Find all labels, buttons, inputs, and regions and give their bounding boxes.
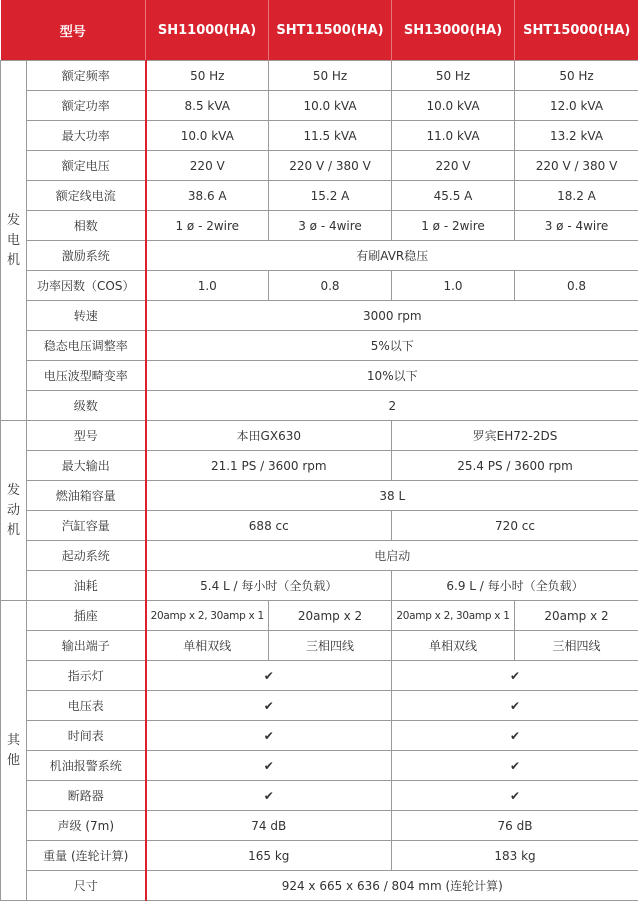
cell-value: 2 — [146, 391, 638, 421]
cell-value: 3 ø - 4wire — [515, 211, 638, 241]
row-displacement — [1, 511, 638, 541]
row-max-power — [1, 121, 638, 151]
row-label: 机油报警系统 — [27, 751, 146, 781]
check-icon: ✔ — [392, 781, 638, 811]
cell-value: 25.4 PS / 3600 rpm — [392, 451, 638, 481]
cell-value: 12.0 kVA — [515, 91, 638, 121]
row-label: 汽缸容量 — [27, 511, 146, 541]
cell-value: 20amp x 2 — [269, 601, 392, 631]
row-label: 油耗 — [27, 571, 146, 601]
cell-value: 13.2 kVA — [515, 121, 638, 151]
cell-value: 38.6 A — [146, 181, 269, 211]
cell-value: 单相双线 — [392, 631, 515, 661]
row-label: 额定频率 — [27, 61, 146, 91]
cell-value: 45.5 A — [392, 181, 515, 211]
model-name: SH13000(HA) — [392, 0, 515, 61]
row-fuel-consumption — [1, 571, 638, 601]
row-label: 起动系统 — [27, 541, 146, 571]
row-excitation — [1, 241, 638, 271]
check-icon: ✔ — [392, 721, 638, 751]
cell-value: 720 cc — [392, 511, 638, 541]
cell-value: 220 V / 380 V — [269, 151, 392, 181]
cell-value: 罗宾EH72-2DS — [392, 421, 638, 451]
row-label: 断路器 — [27, 781, 146, 811]
row-label: 指示灯 — [27, 661, 146, 691]
cell-value: 76 dB — [392, 811, 638, 841]
check-icon: ✔ — [146, 691, 392, 721]
row-label: 声级 (7m) — [27, 811, 146, 841]
cell-value: 5.4 L / 每小时（全负载） — [146, 571, 392, 601]
cell-value: 1.0 — [146, 271, 269, 301]
row-label: 尺寸 — [27, 871, 146, 901]
cell-value: 1 ø - 2wire — [146, 211, 269, 241]
row-label: 级数 — [27, 391, 146, 421]
group-label: 发动机 — [7, 481, 20, 541]
cell-value: 三相四线 — [515, 631, 638, 661]
cell-value: 220 V — [392, 151, 515, 181]
group-engine — [1, 421, 27, 601]
row-speed — [1, 301, 638, 331]
row-label: 功率因数（COS） — [27, 271, 146, 301]
row-label: 额定线电流 — [27, 181, 146, 211]
row-weight — [1, 841, 638, 871]
row-label: 燃油箱容量 — [27, 481, 146, 511]
row-engine-model — [1, 421, 638, 451]
cell-value: 74 dB — [146, 811, 392, 841]
cell-value: 单相双线 — [146, 631, 269, 661]
row-poles — [1, 391, 638, 421]
cell-value: 20amp x 2, 30amp x 1 — [146, 601, 269, 631]
check-icon: ✔ — [146, 751, 392, 781]
group-label: 发电机 — [7, 211, 20, 271]
model-name: SH11000(HA) — [146, 0, 269, 61]
cell-value: 50 Hz — [146, 61, 269, 91]
row-breaker — [1, 781, 638, 811]
cell-value: 50 Hz — [392, 61, 515, 91]
cell-value: 1.0 — [392, 271, 515, 301]
cell-value: 10.0 kVA — [269, 91, 392, 121]
cell-value: 5%以下 — [146, 331, 638, 361]
row-freq — [1, 61, 638, 91]
cell-value: 38 L — [146, 481, 638, 511]
cell-value: 0.8 — [269, 271, 392, 301]
row-label: 额定电压 — [27, 151, 146, 181]
cell-value: 183 kg — [392, 841, 638, 871]
group-other — [1, 601, 27, 901]
row-power-factor — [1, 271, 638, 301]
cell-value: 本田GX630 — [146, 421, 392, 451]
cell-value: 688 cc — [146, 511, 392, 541]
row-label: 电压波型畸变率 — [27, 361, 146, 391]
cell-value: 220 V / 380 V — [515, 151, 638, 181]
row-socket — [1, 601, 638, 631]
cell-value: 3 ø - 4wire — [269, 211, 392, 241]
row-label: 稳态电压调整率 — [27, 331, 146, 361]
row-label: 相数 — [27, 211, 146, 241]
row-distortion — [1, 361, 638, 391]
row-engine-output — [1, 451, 638, 481]
row-label: 型号 — [27, 421, 146, 451]
cell-value: 三相四线 — [269, 631, 392, 661]
row-indicator — [1, 661, 638, 691]
cell-value: 20amp x 2 — [515, 601, 638, 631]
cell-value: 50 Hz — [269, 61, 392, 91]
row-power — [1, 91, 638, 121]
model-name: SHT11500(HA) — [269, 0, 392, 61]
group-generator — [1, 61, 27, 421]
cell-value: 电启动 — [146, 541, 638, 571]
row-label: 时间表 — [27, 721, 146, 751]
cell-value: 0.8 — [515, 271, 638, 301]
check-icon: ✔ — [392, 661, 638, 691]
cell-value: 8.5 kVA — [146, 91, 269, 121]
check-icon: ✔ — [146, 721, 392, 751]
model-header: 型号 — [1, 0, 146, 61]
row-fuel-tank — [1, 481, 638, 511]
row-label: 激励系统 — [27, 241, 146, 271]
row-label: 最大输出 — [27, 451, 146, 481]
row-dimensions — [1, 871, 638, 901]
cell-value: 1 ø - 2wire — [392, 211, 515, 241]
model-name: SHT15000(HA) — [515, 0, 638, 61]
cell-value: 10.0 kVA — [392, 91, 515, 121]
cell-value: 165 kg — [146, 841, 392, 871]
cell-value: 11.0 kVA — [392, 121, 515, 151]
row-label: 插座 — [27, 601, 146, 631]
cell-value: 10%以下 — [146, 361, 638, 391]
row-voltmeter — [1, 691, 638, 721]
row-regulation — [1, 331, 638, 361]
row-hourmeter — [1, 721, 638, 751]
cell-value: 6.9 L / 每小时（全负载） — [392, 571, 638, 601]
cell-value: 220 V — [146, 151, 269, 181]
row-label: 重量 (连轮计算) — [27, 841, 146, 871]
check-icon: ✔ — [146, 661, 392, 691]
check-icon: ✔ — [392, 691, 638, 721]
row-label: 转速 — [27, 301, 146, 331]
row-terminal — [1, 631, 638, 661]
row-voltage — [1, 151, 638, 181]
row-label: 输出端子 — [27, 631, 146, 661]
row-label: 电压表 — [27, 691, 146, 721]
row-noise — [1, 811, 638, 841]
cell-value: 21.1 PS / 3600 rpm — [146, 451, 392, 481]
cell-value: 50 Hz — [515, 61, 638, 91]
cell-value: 11.5 kVA — [269, 121, 392, 151]
cell-value: 20amp x 2, 30amp x 1 — [392, 601, 515, 631]
header-row — [1, 0, 638, 61]
row-phase — [1, 211, 638, 241]
row-current — [1, 181, 638, 211]
row-oil-alarm — [1, 751, 638, 781]
row-label: 额定功率 — [27, 91, 146, 121]
row-start-system — [1, 541, 638, 571]
cell-value: 18.2 A — [515, 181, 638, 211]
cell-value: 10.0 kVA — [146, 121, 269, 151]
cell-value: 3000 rpm — [146, 301, 638, 331]
check-icon: ✔ — [392, 751, 638, 781]
row-label: 最大功率 — [27, 121, 146, 151]
cell-value: 924 x 665 x 636 / 804 mm (连轮计算) — [146, 871, 638, 901]
cell-value: 15.2 A — [269, 181, 392, 211]
cell-value: 有刷AVR稳压 — [146, 241, 638, 271]
check-icon: ✔ — [146, 781, 392, 811]
group-label: 其他 — [7, 731, 20, 771]
